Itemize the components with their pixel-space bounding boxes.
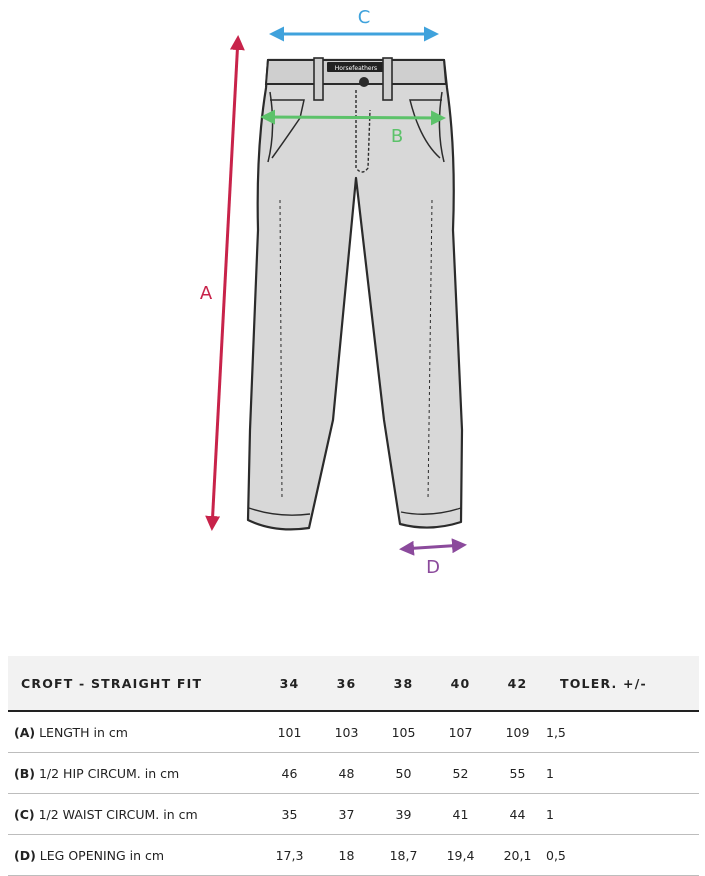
table-cell: 20,1: [489, 835, 546, 876]
table-cell: 35: [261, 794, 318, 835]
table-cell: 103: [318, 711, 375, 753]
table-row: [8, 835, 699, 876]
table-cell: 41: [432, 794, 489, 835]
table-cell: 50: [375, 753, 432, 794]
hip-arrow: [263, 117, 443, 118]
label-a: A: [199, 283, 213, 304]
row-name: 1/2 HIP CIRCUM. in cm: [38, 765, 180, 781]
row-code: (D): [14, 847, 36, 863]
table-row: [8, 753, 699, 794]
pants-illustration: [248, 58, 462, 529]
length-arrow: [212, 38, 238, 528]
table-cell: 46: [261, 753, 318, 794]
size-header: 40: [432, 656, 489, 711]
table-cell: 39: [375, 794, 432, 835]
table-cell: 48: [318, 753, 375, 794]
table-cell: 105: [375, 711, 432, 753]
belt-loop-left: [314, 58, 323, 100]
table-cell: 107: [432, 711, 489, 753]
table-title: CROFT - STRAIGHT FIT: [8, 656, 261, 711]
tolerance-header: TOLER. +/-: [546, 656, 699, 711]
label-b: B: [390, 126, 404, 147]
size-header: 34: [261, 656, 318, 711]
table-cell: 109: [489, 711, 546, 753]
tolerance-cell: 1,5: [546, 711, 699, 753]
row-name: LENGTH in cm: [39, 724, 128, 740]
label-d: D: [426, 557, 440, 578]
table-cell: 55: [489, 753, 546, 794]
waist-button: [359, 77, 369, 87]
table-cell: 18,7: [375, 835, 432, 876]
table-cell: 19,4: [432, 835, 489, 876]
row-label: [8, 794, 261, 835]
row-label: [8, 711, 261, 753]
row-name: 1/2 WAIST CIRCUM. in cm: [38, 806, 198, 822]
leg-opening-arrow: [402, 545, 464, 549]
tolerance-cell: 1: [546, 753, 699, 794]
table-cell: 52: [432, 753, 489, 794]
size-header: 38: [375, 656, 432, 711]
table-cell: 44: [489, 794, 546, 835]
size-chart-table: [8, 656, 699, 876]
belt-loop-right: [383, 58, 392, 100]
table-header-row: [8, 656, 699, 711]
size-header: 36: [318, 656, 375, 711]
size-header: 42: [489, 656, 546, 711]
row-label: [8, 753, 261, 794]
table-cell: 17,3: [261, 835, 318, 876]
label-c: C: [357, 7, 371, 28]
tolerance-cell: 0,5: [546, 835, 699, 876]
table-cell: 18: [318, 835, 375, 876]
table-row: [8, 711, 699, 753]
brand-tag: Horsefeathers: [334, 65, 378, 72]
row-code: (A): [14, 724, 36, 740]
table-cell: 37: [318, 794, 375, 835]
row-code: (B): [14, 765, 35, 781]
tolerance-cell: 1: [546, 794, 699, 835]
row-name: LEG OPENING in cm: [39, 847, 165, 863]
table-row: [8, 794, 699, 835]
row-code: (C): [14, 806, 35, 822]
pants-body: [248, 60, 462, 529]
table-cell: 101: [261, 711, 318, 753]
row-label: [8, 835, 261, 876]
